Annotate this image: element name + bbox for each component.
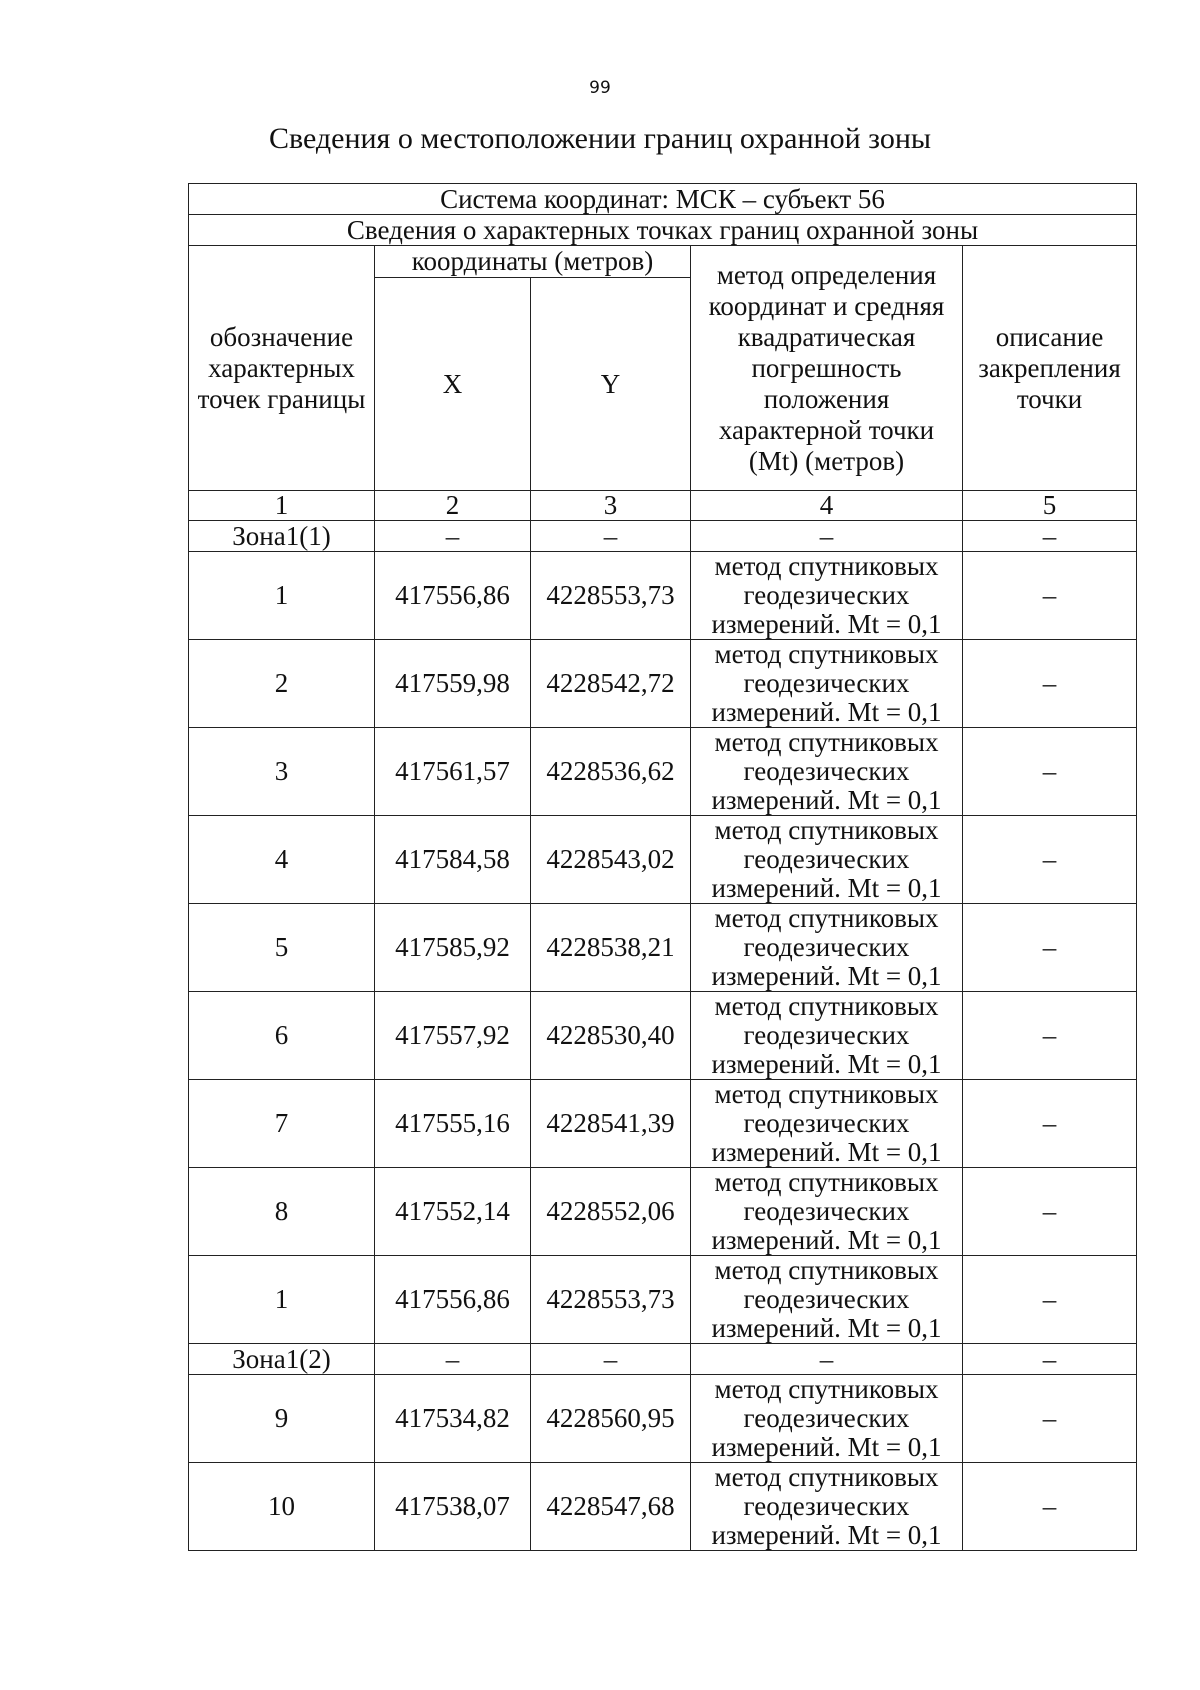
- zone-empty-cell: –: [691, 521, 963, 552]
- point-method: метод спутниковых геодезических измерений. Mt = 0,1: [691, 640, 963, 728]
- point-id: 5: [189, 904, 375, 992]
- point-x: 417585,92: [375, 904, 531, 992]
- point-method: метод спутниковых геодезических измерений. Mt = 0,1: [691, 992, 963, 1080]
- zone-row: [189, 521, 1137, 552]
- column-number: 1: [189, 491, 375, 521]
- point-description: –: [963, 1256, 1137, 1344]
- point-y: 4228560,95: [531, 1375, 691, 1463]
- point-x: 417556,86: [375, 1256, 531, 1344]
- point-y: 4228542,72: [531, 640, 691, 728]
- point-x: 417559,98: [375, 640, 531, 728]
- point-y: 4228543,02: [531, 816, 691, 904]
- column-number: 4: [691, 491, 963, 521]
- point-y: 4228552,06: [531, 1168, 691, 1256]
- table-row: [189, 552, 1137, 640]
- point-x: 417538,07: [375, 1463, 531, 1551]
- coordinates-table: [188, 183, 1137, 1551]
- table-row: [189, 992, 1137, 1080]
- header-description: описание закрепления точки: [963, 246, 1137, 491]
- zone-label: Зона1(1): [189, 521, 375, 552]
- point-method: метод спутниковых геодезических измерений. Mt = 0,1: [691, 1375, 963, 1463]
- point-id: 2: [189, 640, 375, 728]
- point-x: 417584,58: [375, 816, 531, 904]
- zone-empty-cell: –: [375, 521, 531, 552]
- point-y: 4228547,68: [531, 1463, 691, 1551]
- header-designation: обозначение характерных точек границы: [189, 246, 375, 491]
- point-y: 4228553,73: [531, 552, 691, 640]
- point-x: 417561,57: [375, 728, 531, 816]
- zone-empty-cell: –: [531, 521, 691, 552]
- zone-label: Зона1(2): [189, 1344, 375, 1375]
- table-row: [189, 1080, 1137, 1168]
- point-id: 8: [189, 1168, 375, 1256]
- point-method: метод спутниковых геодезических измерений. Mt = 0,1: [691, 552, 963, 640]
- point-description: –: [963, 992, 1137, 1080]
- table-row: [189, 640, 1137, 728]
- point-method: метод спутниковых геодезических измерений. Mt = 0,1: [691, 1168, 963, 1256]
- point-x: 417557,92: [375, 992, 531, 1080]
- table-row: [189, 904, 1137, 992]
- point-description: –: [963, 1168, 1137, 1256]
- table-row: [189, 816, 1137, 904]
- point-description: –: [963, 1080, 1137, 1168]
- point-id: 1: [189, 1256, 375, 1344]
- header-method: метод определения координат и средняя квадратическая погрешность положения характерной точки (Mt) (метров): [691, 246, 963, 491]
- point-description: –: [963, 816, 1137, 904]
- point-y: 4228536,62: [531, 728, 691, 816]
- point-description: –: [963, 1463, 1137, 1551]
- point-id: 1: [189, 552, 375, 640]
- point-method: метод спутниковых геодезических измерений. Mt = 0,1: [691, 904, 963, 992]
- point-id: 4: [189, 816, 375, 904]
- point-id: 9: [189, 1375, 375, 1463]
- zone-empty-cell: –: [531, 1344, 691, 1375]
- zone-empty-cell: –: [963, 1344, 1137, 1375]
- point-method: метод спутниковых геодезических измерений. Mt = 0,1: [691, 816, 963, 904]
- table-row: [189, 1463, 1137, 1551]
- page-number: 99: [589, 78, 611, 98]
- point-description: –: [963, 904, 1137, 992]
- point-description: –: [963, 640, 1137, 728]
- point-description: –: [963, 728, 1137, 816]
- point-x: 417555,16: [375, 1080, 531, 1168]
- point-method: метод спутниковых геодезических измерений. Mt = 0,1: [691, 728, 963, 816]
- column-number: 2: [375, 491, 531, 521]
- point-id: 10: [189, 1463, 375, 1551]
- point-y: 4228541,39: [531, 1080, 691, 1168]
- column-number-row: [189, 491, 1137, 521]
- table-row: [189, 1375, 1137, 1463]
- document-title: Сведения о местоположении границ охранной зоны: [268, 122, 932, 155]
- zone-row: [189, 1344, 1137, 1375]
- point-y: 4228553,73: [531, 1256, 691, 1344]
- zone-empty-cell: –: [375, 1344, 531, 1375]
- table-caption-cell: Сведения о характерных точках границ охранной зоны: [189, 215, 1137, 246]
- table-caption-row: [189, 215, 1137, 246]
- header-row: [189, 246, 1137, 278]
- point-id: 6: [189, 992, 375, 1080]
- zone-empty-cell: –: [963, 521, 1137, 552]
- point-description: –: [963, 552, 1137, 640]
- column-number: 3: [531, 491, 691, 521]
- column-number: 5: [963, 491, 1137, 521]
- point-method: метод спутниковых геодезических измерений. Mt = 0,1: [691, 1463, 963, 1551]
- point-method: метод спутниковых геодезических измерений. Mt = 0,1: [691, 1256, 963, 1344]
- header-coordinates: координаты (метров): [375, 246, 691, 278]
- table-row: [189, 1256, 1137, 1344]
- point-y: 4228530,40: [531, 992, 691, 1080]
- coordinate-system-row: [189, 184, 1137, 215]
- header-x: X: [375, 278, 531, 491]
- table-row: [189, 728, 1137, 816]
- point-x: 417534,82: [375, 1375, 531, 1463]
- zone-empty-cell: –: [691, 1344, 963, 1375]
- point-y: 4228538,21: [531, 904, 691, 992]
- point-id: 7: [189, 1080, 375, 1168]
- point-x: 417552,14: [375, 1168, 531, 1256]
- table-row: [189, 1168, 1137, 1256]
- header-y: Y: [531, 278, 691, 491]
- coordinate-system-cell: Система координат: МСК – субъект 56: [189, 184, 1137, 215]
- point-id: 3: [189, 728, 375, 816]
- point-method: метод спутниковых геодезических измерений. Mt = 0,1: [691, 1080, 963, 1168]
- point-x: 417556,86: [375, 552, 531, 640]
- point-description: –: [963, 1375, 1137, 1463]
